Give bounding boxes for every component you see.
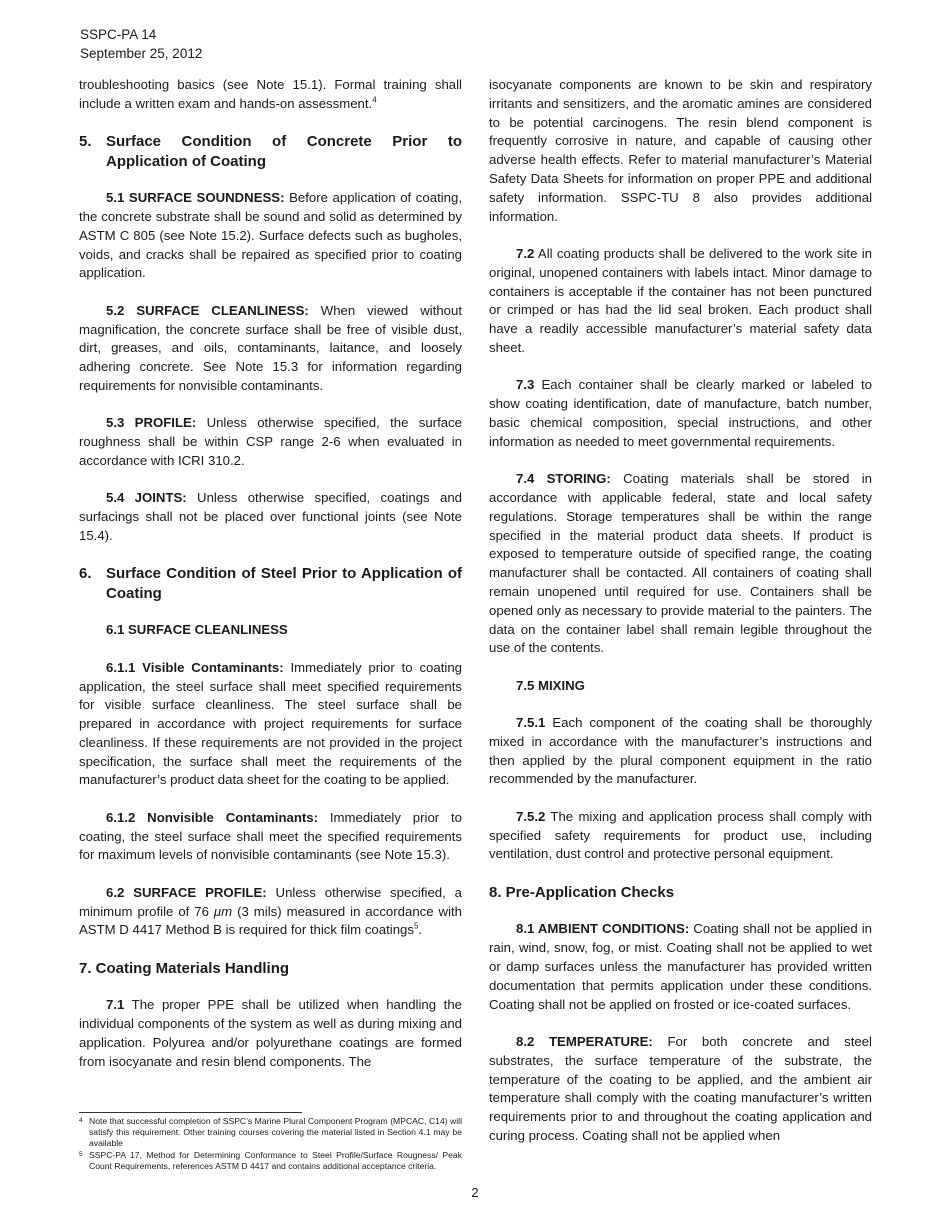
section-5-2: 5.2 SURFACE CLEANLINESS: When viewed without magnification, the concrete surface shall be free of visible dust, dirt, greases, and oils, contaminants, laitance, and loosely adhering concrete. See Note 15.3 for information regarding requirements for nonvisible contaminants. — [79, 302, 462, 393]
footnote-5: 5 SSPC-PA 17, Method for Determining Conformance to Steel Profile/Surface Rougness/ Peak Count Requirements, references ASTM D 4417 and contains additional acceptance criteria. — [79, 1149, 462, 1171]
page-header — [80, 25, 202, 63]
right-column — [489, 76, 872, 1164]
section-5-heading: 5. Surface Condition of Concrete Prior to Application of Coating — [79, 133, 462, 170]
section-7-5-2: 7.5.2 The mixing and application process shall comply with specified safety requirements for product use, including ventilation, dust control and protective personal equipment. — [489, 808, 872, 862]
section-7-3: 7.3 Each container shall be clearly marked or labeled to show coating identification, date of manufacture, batch number, basic chemical composition, special instructions, and other information as needed to meet governmental requirements. — [489, 377, 872, 449]
section-7-5-1: 7.5.1 Each component of the coating shall be thoroughly mixed in accordance with the manufacturer’s instructions and then applied by the plural component equipment in the ratio recommended by the manufacturer. — [489, 715, 872, 787]
footnote-4: 4 Note that successful completion of SSPC’s Marine Plural Component Program (MPCAC, C14) will satisfy this requirement. Other training courses covering the material listed in Section 4.1 may be available — [79, 1116, 462, 1149]
section-6-heading: 6. Surface Condition of Steel Prior to Application of Coating — [79, 565, 462, 602]
page-number: 2 — [471, 1185, 479, 1200]
left-column — [79, 76, 462, 1090]
section-6-1-heading: 6.1 SURFACE CLEANLINESS — [106, 622, 288, 638]
section-6-1-2: 6.1.2 Nonvisible Contaminants: Immediately prior to coating, the steel surface shall meet the specified requirements for maximum levels of nonvisible contaminants (see Note 15.3). — [79, 809, 463, 863]
footnotes — [79, 1116, 462, 1172]
section-7-5-heading: 7.5 MIXING — [516, 677, 585, 693]
section-7-4: 7.4 STORING: Coating materials shall be stored in accordance with applicable federal, state and local safety regulations. Storage temperatures shall be within the range specified in the material product data sheets. If product is exposed to temperature outside of specified range, the coating manufacturer shall be contacted. All containers of coating shall remain unopened until required for use. Containers shall be opened only as necessary to provide material to the painters. The data on the container label shall remain legible throughout the use of the contents. — [489, 471, 872, 656]
section-7-2: 7.2 All coating products shall be delivered to the work site in original, unopened containers with labels intact. Minor damage to containers is acceptable if the container has not been punctured or crimped or has had the lid seal broken. Each product shall have a readily accessible manufacturer’s material safety data sheet. — [489, 245, 872, 355]
section-7-heading: 7. Coating Materials Handling — [79, 959, 290, 977]
section-5-1: 5.1 SURFACE SOUNDNESS: Before application of coating, the concrete substrate shall be sound and solid as determined by ASTM C 805 (see Note 15.2). Surface defects such as bugholes, voids, and cracks shall be repaired as specified prior to coating application. — [79, 190, 462, 281]
paragraph-7-1-continuation: isocyanate components are known to be skin and respiratory irritants and sensitizers, and the aromatic amines are considered to be potential carcinogens. The resin blend component is frequently corrosive in nature, and capable of causing other adverse health effects. Refer to material manufacturer’s Material Safety Data Sheets for information on proper PPE and additional safety information. SSPC-TU 8 also provides additional information. — [489, 77, 872, 224]
section-8-1: 8.1 AMBIENT CONDITIONS: Coating shall not be applied in rain, wind, snow, fog, or mist. Coating shall not be applied to wet or damp surfaces unless the manufacturer has provided written documentation that permits application under these conditions. Coating shall not be applied on frosted or ice-coated surfaces. — [489, 921, 872, 1012]
section-5-4: 5.4 JOINTS: Unless otherwise specified, coatings and surfacings shall not be placed over functional joints (see Note 15.4). — [79, 490, 462, 543]
document-id: SSPC-PA 14 — [80, 27, 157, 42]
section-8-heading: 8. Pre-Application Checks — [489, 883, 675, 901]
section-6-2: 6.2 SURFACE PROFILE: Unless otherwise specified, a minimum profile of 76 μm (3 mils) measured in accordance with ASTM D 4417 Method B is required for thick film coatings$^5$. — [79, 884, 462, 938]
section-8-2: 8.2 TEMPERATURE: For both concrete and steel substrates, the surface temperature of the substrate, the temperature of the coating to be applied, and the ambient air temperature shall comply with the coating manufacturer’s written requirements prior to and throughout the coating application and curing process. Coating shall not be applied when — [489, 1033, 872, 1143]
footnote-ref-5: 5 — [413, 922, 419, 932]
footnote-divider — [79, 1112, 302, 1113]
document-date: September 25, 2012 — [80, 46, 203, 61]
footnote-ref-4: 4 — [372, 95, 377, 105]
paragraph-training-continuation: troubleshooting basics (see Note 15.1). Formal training shall include a written exam and hands-on assessment.$^4$ — [79, 77, 462, 111]
section-6-1-1: 6.1.1 Visible Contaminants: Immediately prior to coating application, the steel surface shall meet specified requirements for visible surface cleanliness. The steel surface shall be prepared in accordance with project requirements for surface cleanliness. If these requirements are not provided in the project specification, the surface shall meet the requirements of the manufacturer’s product data sheet for the coating to be applied. — [79, 659, 462, 788]
section-7-1: 7.1 The proper PPE shall be utilized when handling the individual components of the system as well as during mixing and application. Polyurea and/or polyurethane coatings are formed from isocyanate and resin blend components. The — [79, 997, 462, 1069]
section-5-3: 5.3 PROFILE: Unless otherwise specified, the surface roughness shall be within CSP range 2-6 when evaluated in accordance with ICRI 310.2. — [79, 415, 462, 468]
